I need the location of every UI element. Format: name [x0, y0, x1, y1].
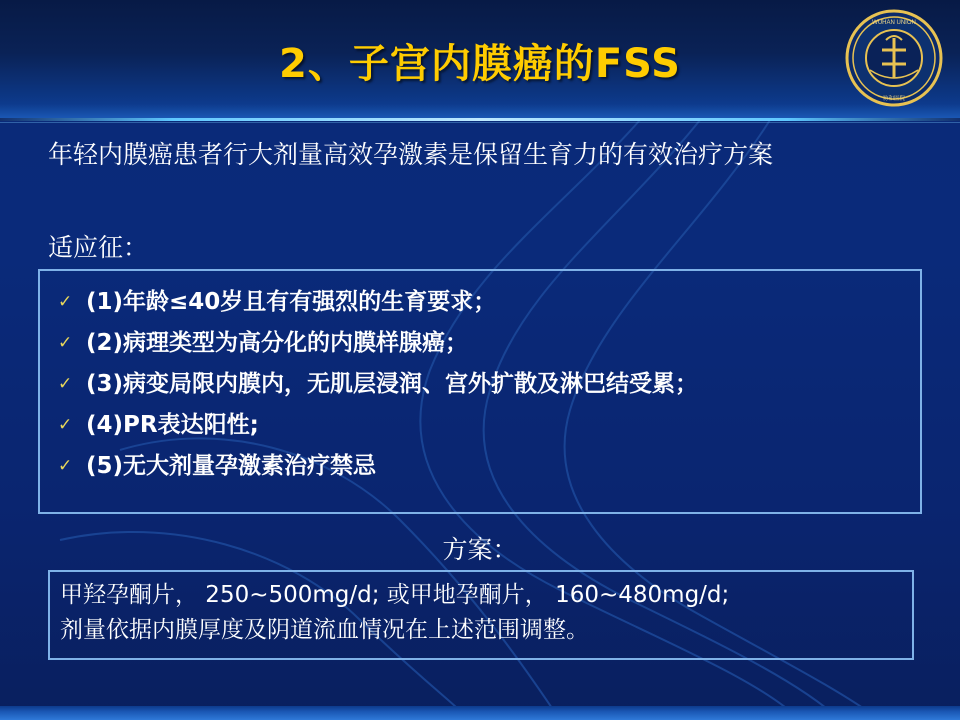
- plan-line-1: 甲羟孕酮片， 250~500mg/d; 或甲地孕酮片， 160~480mg/d;: [60, 582, 730, 608]
- list-item-label: (2)病理类型为高分化的内膜样腺癌；: [86, 330, 469, 356]
- intro-text: 年轻内膜癌患者行大剂量高效孕激素是保留生育力的有效治疗方案: [48, 140, 774, 169]
- header-divider: [0, 118, 960, 121]
- footer-band: [0, 706, 960, 720]
- check-icon: ✓: [58, 415, 73, 435]
- plan-box: [48, 570, 914, 660]
- check-icon: ✓: [58, 333, 73, 353]
- check-icon: ✓: [58, 374, 73, 394]
- page-title: 2、子宫内膜癌的FSS: [279, 41, 681, 87]
- header-divider-secondary: [0, 122, 960, 123]
- list-item: [40, 283, 924, 322]
- plan-text: [60, 578, 906, 648]
- list-item-label: (1)年龄≤40岁且有有强烈的生育要求；: [86, 289, 497, 315]
- list-item: [40, 406, 924, 445]
- list-item: [40, 447, 924, 486]
- list-item-label: (5)无大剂量孕激素治疗禁忌: [86, 453, 377, 479]
- indications-box: [38, 269, 922, 514]
- list-item: [40, 365, 924, 404]
- list-item-label: (3)病变局限内膜内，无肌层浸润、宫外扩散及淋巴结受累；: [86, 371, 699, 397]
- hospital-logo-icon: [844, 8, 944, 108]
- check-icon: ✓: [58, 456, 73, 476]
- list-item-label: (4)PR表达阳性;: [86, 412, 259, 438]
- svg-text:协和医院: 协和医院: [882, 96, 906, 102]
- plan-label: 方案：: [442, 535, 518, 564]
- check-icon: ✓: [58, 292, 73, 312]
- plan-line-2: 剂量依据内膜厚度及阴道流血情况在上述范围调整。: [60, 617, 589, 643]
- svg-text:WUHAN UNION: WUHAN UNION: [872, 20, 916, 26]
- indications-list: [40, 271, 924, 488]
- indications-label: 适应征：: [48, 233, 149, 262]
- list-item: [40, 324, 924, 363]
